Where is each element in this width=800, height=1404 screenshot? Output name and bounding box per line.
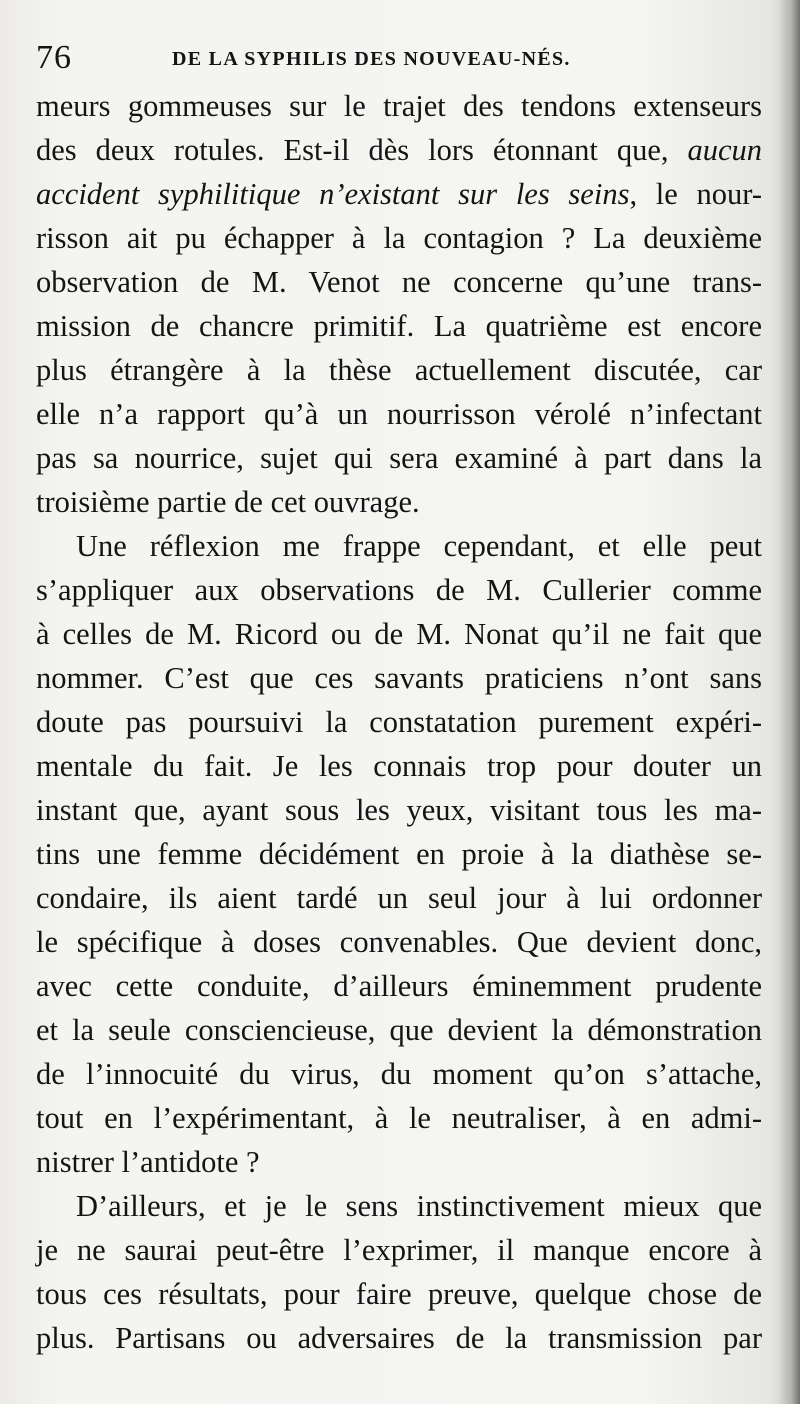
text-line: condaire, ils aient tardé un seul jour à lui ordonner [36,881,762,915]
text-line: tout en l’expérimentant, à le neutraliser, à en admi- [36,1101,762,1135]
text-line: elle n’a rapport qu’à un nourrisson vérolé n’infectant [36,397,762,431]
text-line: je ne saurai peut-être l’exprimer, il manque encore à [36,1233,762,1267]
text-line: tins une femme décidément en proie à la diathèse se- [36,837,762,871]
paragraph-last-line: troisième partie de cet ouvrage. [36,485,420,519]
text-line: à celles de M. Ricord ou de M. Nonat qu’il ne fait que [36,617,762,651]
text-line: et la seule consciencieuse, que devient la démonstration [36,1013,762,1047]
italic-span: aucun [687,133,762,167]
text-line: doute pas poursuivi la constatation purement expéri- [36,705,762,739]
text-line: de l’innocuité du virus, du moment qu’on s’attache, [36,1057,762,1091]
text-line: mission de chancre primitif. La quatrième est encore [36,309,762,343]
text-line: s’appliquer aux observations de M. Cullerier comme [36,573,762,607]
text-line: le spécifique à doses convenables. Que devient donc, [36,925,762,959]
paragraph-last-line: nistrer l’antidote ? [36,1145,260,1179]
text-line [36,128,762,172]
text-line: plus. Partisans ou adversaires de la transmission par [36,1321,762,1355]
page-header [36,38,756,78]
page-edge-shadow [778,0,800,1404]
paragraph-first-line: D’ailleurs, et je le sens instinctivement mieux que [76,1189,762,1223]
text-line: instant que, ayant sous les yeux, visitant tous les ma- [36,793,762,827]
text-line: pas sa nourrice, sujet qui sera examiné à part dans la [36,441,762,475]
body-text [36,84,762,1360]
text-line: observation de M. Venot ne concerne qu’une trans- [36,265,762,299]
text-line: tous ces résultats, pour faire preuve, quelque chose de [36,1277,762,1311]
italic-span: accident syphilitique n’existant sur les seins [36,177,630,211]
paragraph-first-line: Une réflexion me frappe cependant, et elle peut [76,529,762,563]
text-span: , le nour- [629,177,762,211]
page-number: 76 [36,39,72,76]
text-line: avec cette conduite, d’ailleurs éminemment prudente [36,969,762,1003]
running-title: DE LA SYPHILIS DES NOUVEAU-NÉS. [172,48,571,70]
text-line: risson ait pu échapper à la contagion ? La deuxième [36,221,762,255]
text-line: nommer. C’est que ces savants praticiens n’ont sans [36,661,762,695]
text-line: meurs gommeuses sur le trajet des tendons extenseurs [36,89,762,123]
text-line [36,172,762,216]
text-span: des deux rotules. Est-il dès lors étonnant que, [36,133,688,167]
text-line: mentale du fait. Je les connais trop pour douter un [36,749,762,783]
text-line: plus étrangère à la thèse actuellement discutée, car [36,353,762,387]
